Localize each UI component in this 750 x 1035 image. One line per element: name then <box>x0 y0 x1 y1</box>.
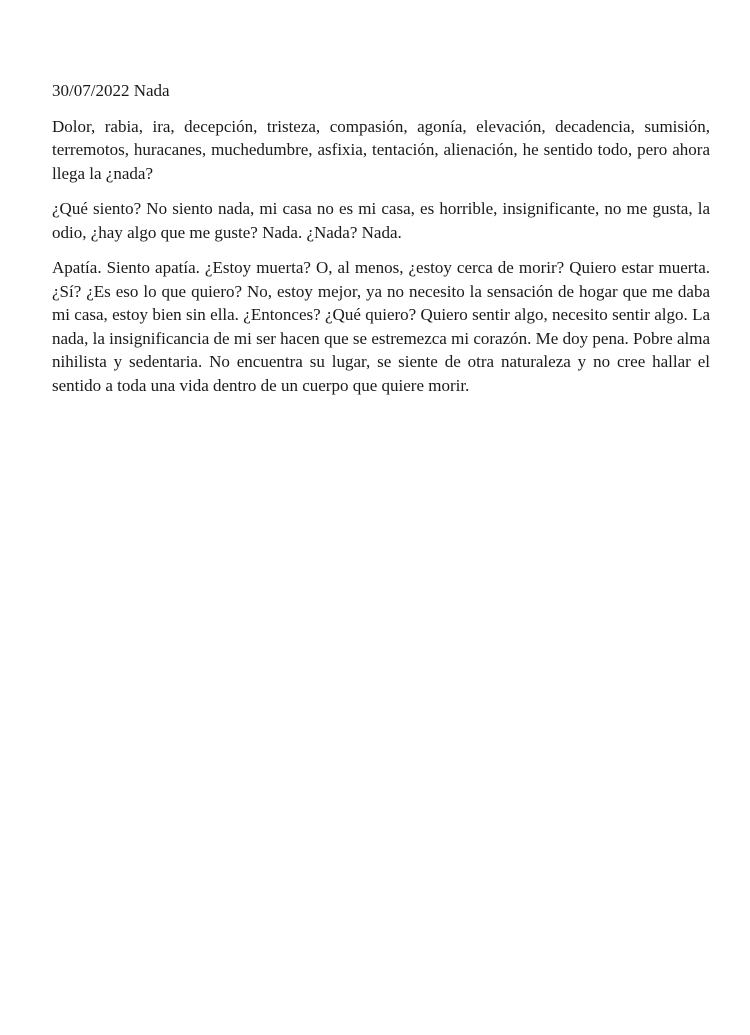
paragraph-3: Apatía. Siento apatía. ¿Estoy muerta? O, al menos, ¿estoy cerca de morir? Quiero estar muerta. ¿Sí? ¿Es eso lo que quiero? No, estoy mejor, ya no necesito la sensación de hogar que me daba mi casa, estoy bien sin ella. ¿Entonces? ¿Qué quiero? Quiero sentir algo, necesito sentir algo. La nada, la insignificancia de mi ser hacen que se estremezca mi corazón. Me doy pena. Pobre alma nihilista y sedentaria. No encuentra su lugar, se siente de otra naturaleza y no cree hallar el sentido a toda una vida dentro de un cuerpo que quiere morir. <box>52 258 710 395</box>
document-title: 30/07/2022 Nada <box>52 81 170 100</box>
paragraph-1: Dolor, rabia, ira, decepción, tristeza, compasión, agonía, elevación, decadencia, sumisión, terremotos, huracanes, muchedumbre, asfixia, tentación, alienación, he sentido todo, pero ahora llega la ¿nada? <box>52 116 710 183</box>
paragraph-2: ¿Qué siento? No siento nada, mi casa no es mi casa, es horrible, insignificante, no me gusta, la odio, ¿hay algo que me guste? Nada. ¿Nada? Nada. <box>52 199 710 242</box>
